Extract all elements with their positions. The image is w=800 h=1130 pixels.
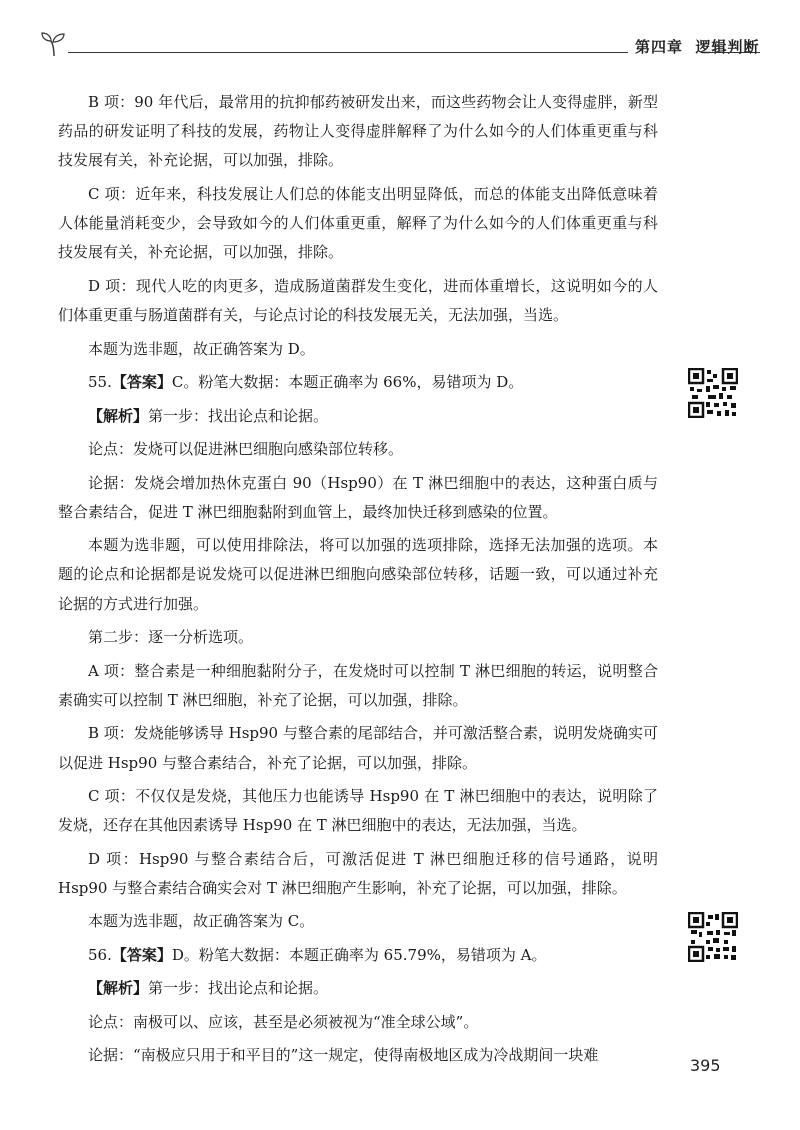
text-line: D。粉笔大数据：本题正确率为 65.79%，易错项为 A。	[171, 945, 547, 964]
paragraph	[58, 657, 658, 715]
text-line: C 项：不仅仅是发烧，其他压力也能诱导 Hsp90 在 T 淋巴细胞中的表达，说明除	[88, 787, 643, 806]
text-line: 的人们体重更重与肠道菌群有关，与论点讨论的科技发展无关，无法加强，当选。	[58, 276, 658, 325]
chapter-number: 第四章	[635, 38, 684, 56]
paragraph	[58, 719, 658, 777]
text-line: 第一步：找出论点和论据。	[148, 979, 329, 998]
text-line: 本题为选非题，故正确答案为 C。	[88, 912, 315, 931]
text-line: D 项：现代人吃的肉更多，造成肠道菌群发生变化，进而体重增长，这说明如今	[88, 276, 628, 295]
paragraph	[58, 907, 658, 936]
paragraph	[58, 435, 658, 464]
text-line: C 项：近年来，科技发展让人们总的体能支出明显降低，而总的体能支出降低意	[88, 184, 628, 203]
text-line: A 项：整合素是一种细胞黏附分子，在发烧时可以控制 T 淋巴细胞的转运，说明	[88, 661, 628, 680]
text-line: 论点：南极可以、应该，甚至是必须被视为“准全球公域”。	[88, 1012, 479, 1031]
text-line: 新型药品的研发证明了科技的发展，药物让人变得虚胖解释了为什么如今的人们体重	[58, 93, 658, 141]
text-line: 第二步：逐一分析选项。	[88, 628, 254, 647]
text-line: 论点：发烧可以促进淋巴细胞向感染部位转移。	[88, 440, 404, 459]
text-line: 本题为选非题，故正确答案为 D。	[88, 339, 315, 358]
paragraph	[58, 402, 658, 431]
paragraph	[58, 531, 658, 619]
answer-tag: 【答案】	[111, 373, 172, 392]
paragraph	[58, 88, 658, 176]
text-line: 本题为选非题，可以使用排除法，将可以加强的选项排除，选择无法加强的选项。	[88, 536, 643, 555]
text-line: 本题的论点和论据都是说发烧可以促进淋巴细胞向感染部位转移，话题一致，可以通	[58, 536, 658, 584]
paragraph	[58, 782, 658, 840]
qr-code-icon[interactable]	[688, 912, 738, 962]
paragraph	[58, 180, 658, 268]
paragraph	[58, 941, 658, 970]
paragraph	[58, 272, 658, 330]
qr-code-icon[interactable]	[688, 368, 738, 418]
paragraph	[58, 335, 658, 364]
text-line: 更重与科技发展有关，补充论据，可以加强，排除。	[58, 214, 658, 262]
page-header	[40, 30, 760, 60]
text-line: 整合素确实可以控制 T 淋巴细胞，补充了论据，可以加强，排除。	[58, 661, 658, 709]
text-line: D 项：Hsp90 与整合素结合后，可激活促进 T 淋巴细胞迁移的信号通路，说明	[88, 849, 658, 868]
paragraph	[58, 368, 658, 397]
text-line: 论据：“南极应只用于和平目的”这一规定，使得南极地区成为冷战期间一块难	[88, 1046, 599, 1065]
text-line: 与整合素结合，促进 T 淋巴细胞黏附到血管上，最终加快迁移到感染的位置。	[58, 473, 658, 521]
page-body	[58, 88, 658, 1071]
text-line: B 项：90 年代后，最常用的抗抑郁药被研发出来，而这些药物会让人变得虚胖，	[88, 93, 628, 111]
paragraph	[58, 974, 658, 1003]
question-number: 56.	[88, 945, 112, 964]
header-rule-left	[68, 52, 628, 53]
text-line: 更重与科技发展有关，补充论据，可以加强，排除。	[58, 122, 658, 170]
chapter-name: 逻辑判断	[695, 38, 760, 56]
text-line: 实可以促进 Hsp90 与整合素结合，补充了论据，可以加强，排除。	[58, 724, 658, 772]
chapter-title	[635, 36, 759, 57]
text-line: Hsp90 与整合素结合确实会对 T 淋巴细胞产生影响，补充了论据，可以加强，排除。	[58, 878, 627, 897]
text-line: 味着人体能量消耗变少，会导致如今的人们体重更重，解释了为什么如今的人们体重	[58, 184, 658, 233]
text-line: C。粉笔大数据：本题正确率为 66%，易错项为 D。	[171, 373, 524, 392]
text-line: B 项：发烧能够诱导 Hsp90 与整合素的尾部结合，并可激活整合素，说明发烧确	[88, 724, 628, 743]
text-line: 第一步：找出论点和论据。	[148, 406, 329, 425]
question-number: 55.	[88, 373, 112, 392]
paragraph	[58, 469, 658, 527]
header-rule-right	[705, 52, 760, 53]
text-line: 了发烧，还存在其他因素诱导 Hsp90 在 T 淋巴细胞中的表达，无法加强，当选。	[58, 787, 658, 835]
text-line: 过补充论据的方式进行加强。	[58, 565, 658, 613]
analysis-tag: 【解析】	[88, 979, 149, 998]
answer-tag: 【答案】	[111, 945, 172, 964]
sprout-icon	[40, 30, 68, 58]
text-line: 论据：发烧会增加热休克蛋白 90（Hsp90）在 T 淋巴细胞中的表达，这种蛋白质	[88, 473, 643, 492]
page-number: 395	[690, 1056, 721, 1075]
paragraph	[58, 1008, 658, 1037]
paragraph	[58, 845, 658, 903]
analysis-tag: 【解析】	[88, 406, 149, 425]
paragraph	[58, 623, 658, 652]
paragraph	[58, 1041, 658, 1070]
